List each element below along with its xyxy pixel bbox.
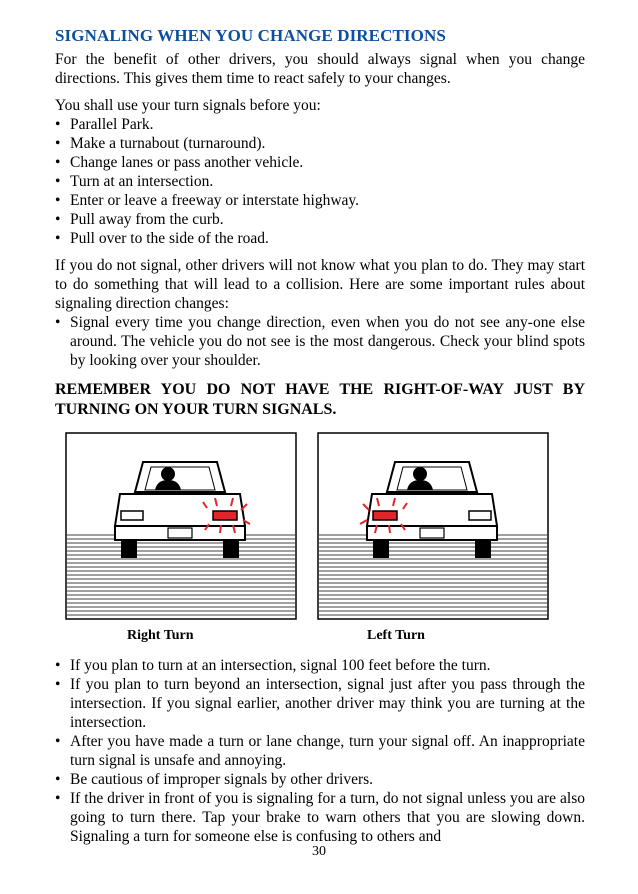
page-number: 30 <box>312 844 326 859</box>
list-item: • If the driver in front of you is signaling for a turn, do not signal unless you are also going to turn there. Tap your brake to warn others that you are slowing down. Signaling a turn for someone else is confusing to others and <box>55 789 585 846</box>
list-item: • Turn at an intersection. <box>55 172 585 191</box>
rules-list <box>55 313 585 370</box>
collision-paragraph: If you do not signal, other drivers will not know what you plan to do. They may start to do something that will lead to a collision. Here are some important rules about signaling direction changes: <box>55 257 585 312</box>
list-item: • Parallel Park. <box>55 115 585 134</box>
list-item: • If you plan to turn at an intersection, signal 100 feet before the turn. <box>55 656 585 675</box>
list1-intro: You shall use your turn signals before you: <box>55 97 321 114</box>
left-turn-illustration <box>317 432 549 620</box>
intro-paragraph: For the benefit of other drivers, you should always signal when you change directions. This gives them time to react safely to your changes. <box>55 51 585 87</box>
figure-captions <box>55 626 585 646</box>
list-item: • Enter or leave a freeway or interstate highway. <box>55 191 585 210</box>
list-item: • Pull away from the curb. <box>55 210 585 229</box>
left-turn-caption: Left Turn <box>367 628 425 643</box>
list-item: • Be cautious of improper signals by other drivers. <box>55 770 585 789</box>
list-item: • After you have made a turn or lane change, turn your signal off. An inappropriate turn signal is unsafe and annoying. <box>55 732 585 770</box>
signal-situations-list <box>55 115 585 248</box>
list-item: • Pull over to the side of the road. <box>55 229 585 248</box>
right-of-way-warning: REMEMBER YOU DO NOT HAVE THE RIGHT-OF-WAY JUST BY TURNING ON YOUR TURN SIGNALS. <box>55 381 585 418</box>
list-item: • Signal every time you change direction, even when you do not see any-one else around. The vehicle you do not see is the most dangerous. Check your blind spots by looking over your shoulder. <box>55 313 585 370</box>
section-heading: SIGNALING WHEN YOU CHANGE DIRECTIONS <box>55 26 446 45</box>
turn-signal-rules-list <box>55 656 585 846</box>
list-item: • If you plan to turn beyond an intersection, signal just after you pass through the intersection. If you signal earlier, another driver may think you are turning at the intersection. <box>55 675 585 732</box>
right-turn-caption: Right Turn <box>127 628 194 643</box>
list-item: • Change lanes or pass another vehicle. <box>55 153 585 172</box>
right-turn-illustration <box>65 432 297 620</box>
list-item: • Make a turnabout (turnaround). <box>55 134 585 153</box>
turn-signal-figures <box>55 432 585 622</box>
page-content <box>55 26 585 846</box>
